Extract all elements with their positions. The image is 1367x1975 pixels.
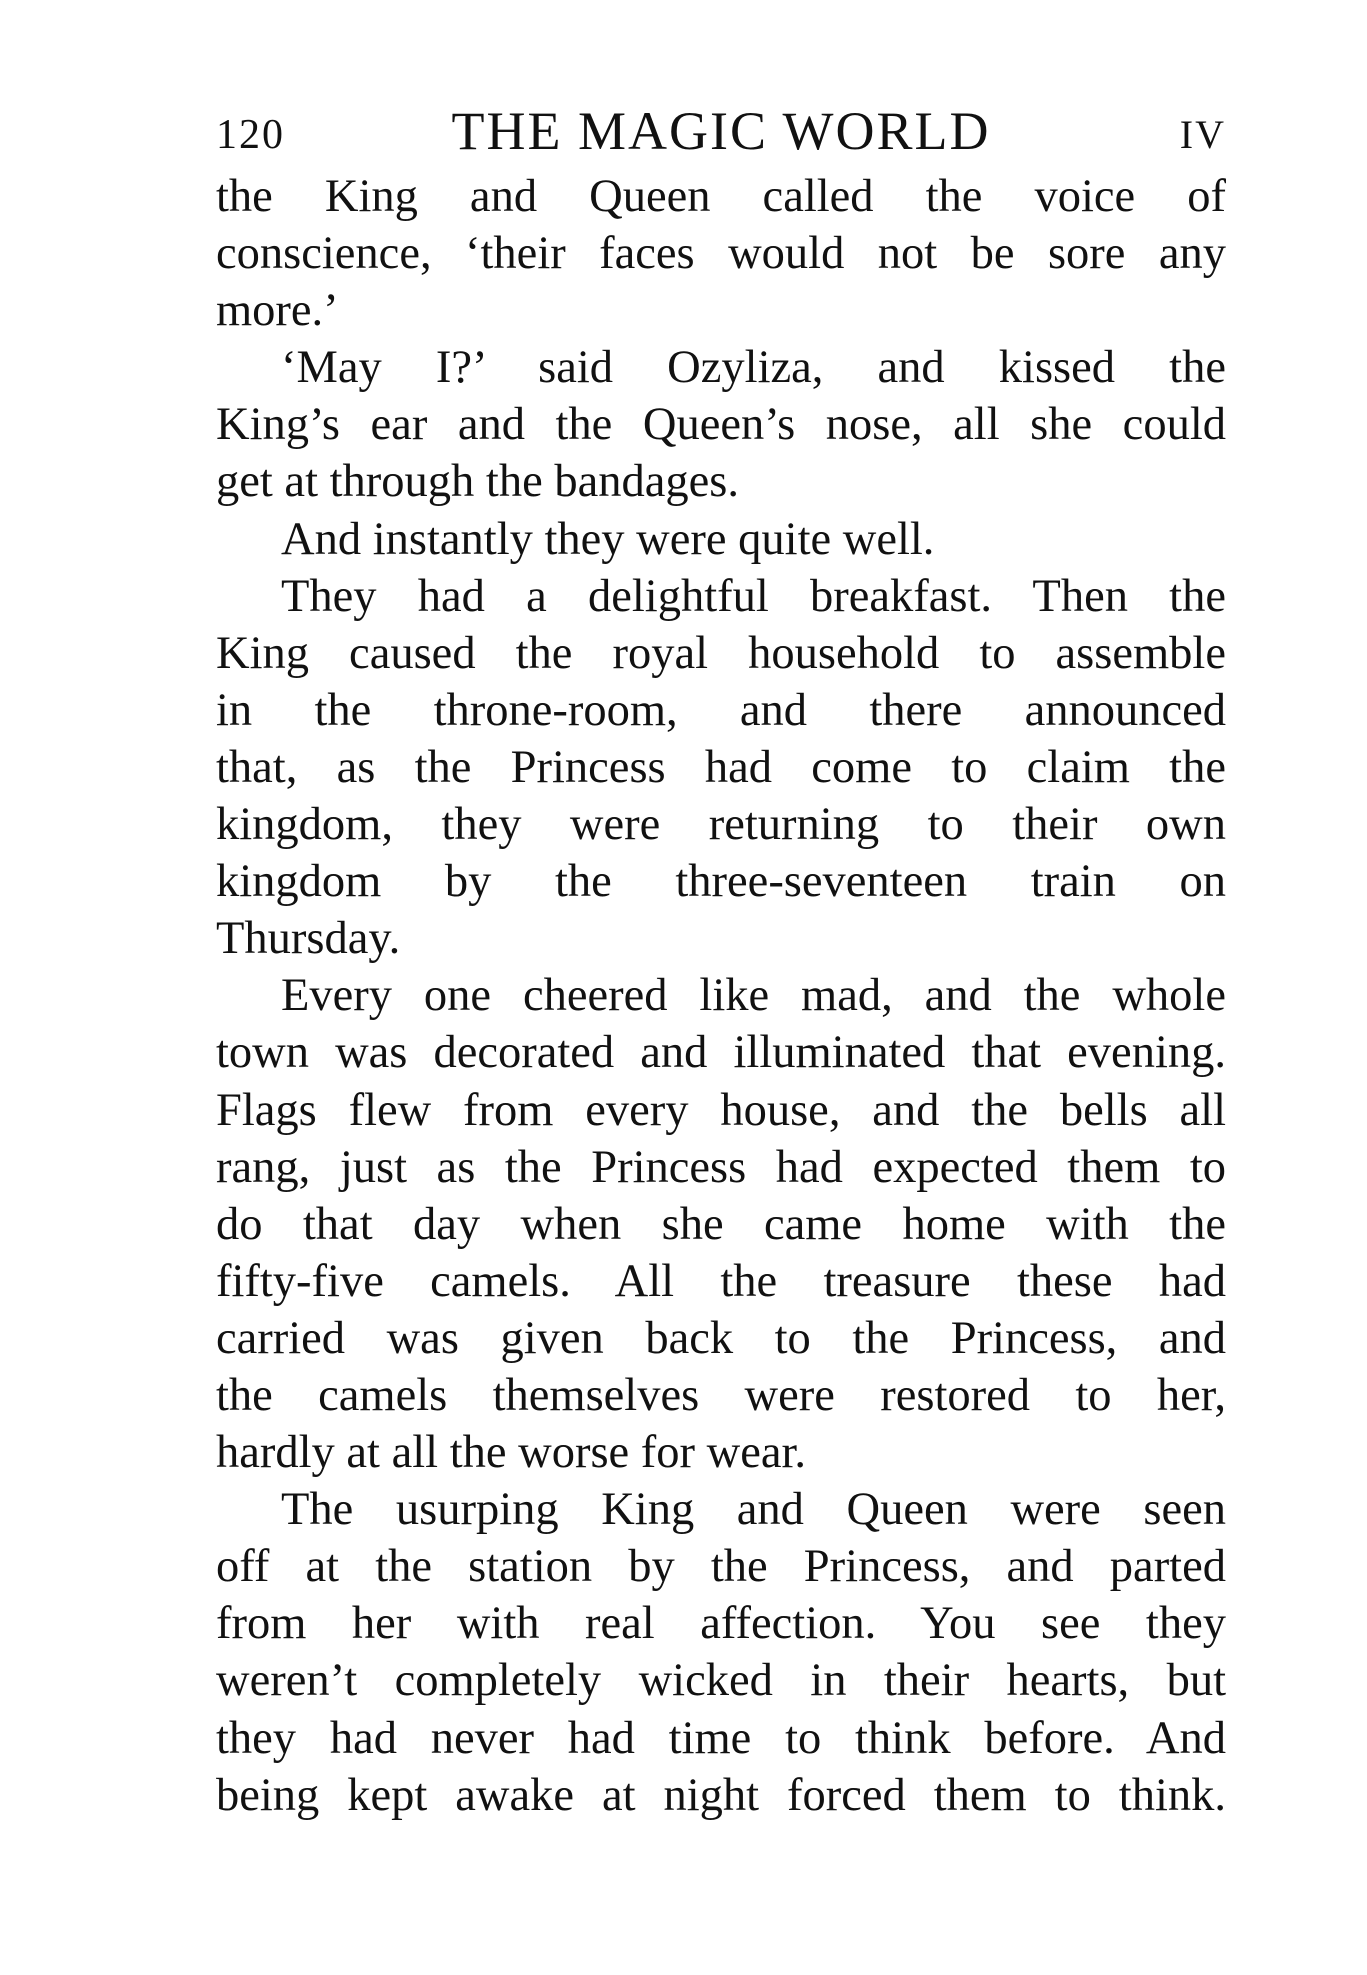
- text-line: the King and Queen called the voice of: [216, 171, 1226, 222]
- text-line: hardly at all the worse for wear.: [216, 1427, 807, 1479]
- text-line: get at through the bandages.: [216, 456, 739, 508]
- running-head: [216, 100, 1226, 162]
- page-number: 120: [216, 112, 285, 158]
- text-line: And instantly they were quite well.: [281, 513, 935, 565]
- text-line: conscience, ‘their faces would not be sore any: [216, 228, 1226, 280]
- text-line: in the throne-room, and there announced: [216, 684, 1226, 736]
- text-line: from her with real affection. You see they: [216, 1598, 1226, 1650]
- text-line: that, as the Princess had come to claim the: [216, 741, 1226, 793]
- text-line: fifty-five camels. All the treasure these had: [216, 1255, 1226, 1307]
- text-line: They had a delightful breakfast. Then the: [281, 570, 1226, 622]
- text-line: do that day when she came home with the: [216, 1198, 1226, 1250]
- text-line: Flags flew from every house, and the bells all: [216, 1084, 1226, 1136]
- text-line: King’s ear and the Queen’s nose, all she could: [216, 399, 1226, 451]
- book-page: [216, 100, 1226, 1824]
- text-line: weren’t completely wicked in their hearts, but: [216, 1655, 1226, 1707]
- text-line: being kept awake at night forced them to think.: [216, 1769, 1226, 1821]
- text-line: off at the station by the Princess, and parted: [216, 1541, 1226, 1593]
- text-line: more.’: [216, 285, 339, 337]
- text-line: kingdom by the three-seventeen train on: [216, 856, 1226, 908]
- chapter-number: IV: [1179, 112, 1226, 157]
- text-line: ‘May I?’ said Ozyliza, and kissed the: [281, 342, 1226, 394]
- text-line: they had never had time to think before. And: [216, 1712, 1226, 1764]
- text-line: The usurping King and Queen were seen: [281, 1484, 1226, 1536]
- text-line: town was decorated and illuminated that evening.: [216, 1027, 1226, 1079]
- text-line: rang, just as the Princess had expected them to: [216, 1141, 1226, 1193]
- body-text: [216, 168, 1226, 1824]
- text-line: Every one cheered like mad, and the whole: [281, 970, 1226, 1022]
- text-line: King caused the royal household to assemble: [216, 627, 1226, 679]
- text-line: kingdom, they were returning to their own: [216, 799, 1226, 851]
- text-line: the camels themselves were restored to her,: [216, 1369, 1226, 1421]
- text-line: carried was given back to the Princess, and: [216, 1312, 1226, 1364]
- text-line: Thursday.: [216, 913, 401, 965]
- running-title: THE MAGIC WORLD: [451, 101, 991, 161]
